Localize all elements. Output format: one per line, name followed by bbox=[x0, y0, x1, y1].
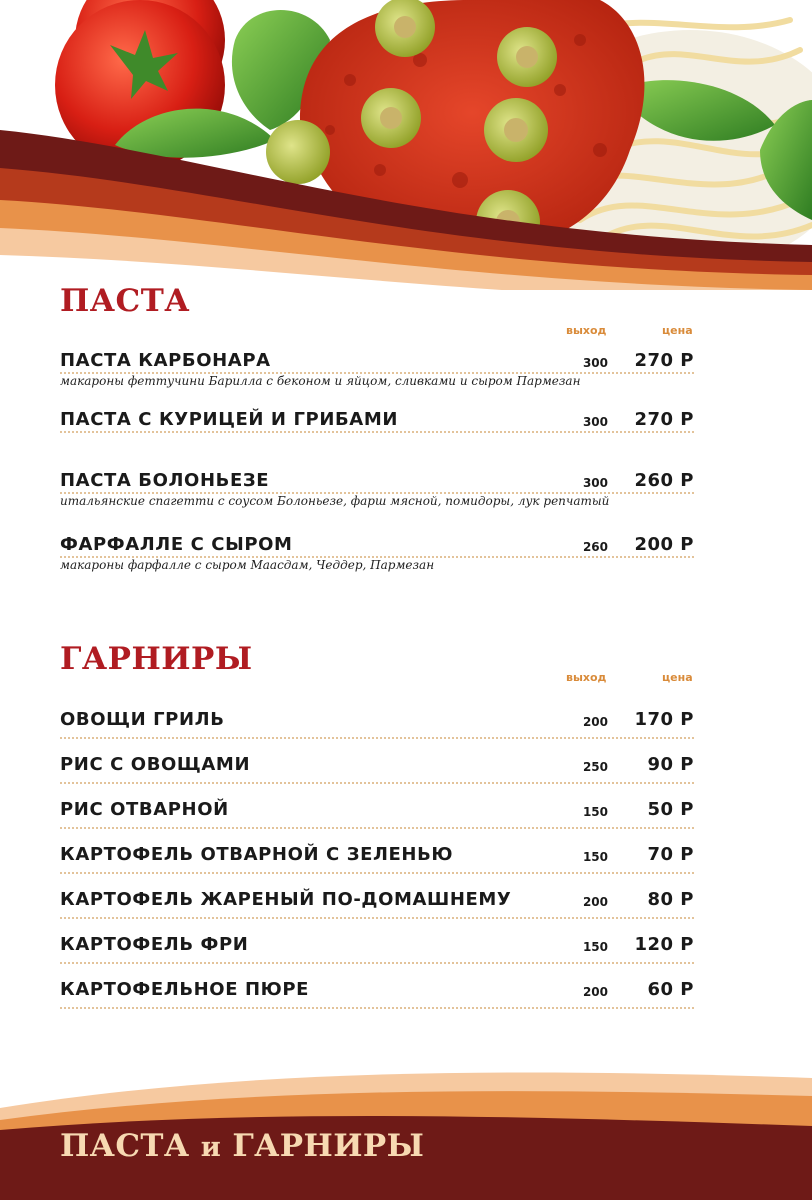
item-weight: 260 bbox=[582, 540, 608, 554]
dotted-leader bbox=[60, 872, 694, 874]
item-weight: 300 bbox=[582, 476, 608, 490]
menu-item bbox=[60, 889, 694, 919]
item-price: 120 Р bbox=[634, 934, 694, 955]
item-price: 80 Р bbox=[647, 889, 694, 910]
item-price: 50 Р bbox=[647, 799, 694, 820]
item-weight: 200 bbox=[582, 715, 608, 729]
item-name: КАРТОФЕЛЬ ЖАРЕНЫЙ ПО-ДОМАШНЕМУ bbox=[60, 889, 512, 910]
footer-title-part2: ГАРНИРЫ bbox=[232, 1128, 425, 1164]
item-weight: 300 bbox=[582, 356, 608, 370]
dotted-leader bbox=[60, 492, 694, 494]
dotted-leader bbox=[60, 962, 694, 964]
item-weight: 200 bbox=[582, 985, 608, 999]
item-description: макароны феттучини Барилла с беконом и яйцом, сливками и сыром Пармезан bbox=[60, 374, 581, 388]
item-price: 60 Р bbox=[647, 979, 694, 1000]
item-name: РИС ОТВАРНОЙ bbox=[60, 799, 229, 820]
item-name: ФАРФАЛЛЕ С СЫРОМ bbox=[60, 534, 293, 555]
menu-item bbox=[60, 799, 694, 829]
menu-item bbox=[60, 350, 694, 388]
item-name: ПАСТА БОЛОНЬЕЗЕ bbox=[60, 470, 270, 491]
menu-item bbox=[60, 709, 694, 739]
item-description: макароны фарфалле с сыром Маасдам, Чеддер, Пармезан bbox=[60, 558, 435, 572]
hero-food-illustration bbox=[0, 0, 812, 310]
item-name: ПАСТА КАРБОНАРА bbox=[60, 350, 271, 371]
item-price: 270 Р bbox=[634, 409, 694, 430]
item-weight: 250 bbox=[582, 760, 608, 774]
item-name: ПАСТА С КУРИЦЕЙ И ГРИБАМИ bbox=[60, 409, 399, 430]
item-weight: 150 bbox=[582, 850, 608, 864]
item-name: КАРТОФЕЛЬНОЕ ПЮРЕ bbox=[60, 979, 310, 1000]
menu-item bbox=[60, 844, 694, 874]
menu-item bbox=[60, 409, 694, 439]
item-price: 170 Р bbox=[634, 709, 694, 730]
dotted-leader bbox=[60, 917, 694, 919]
item-description: итальянские спагетти с соусом Болоньезе, фарш мясной, помидоры, лук репчатый bbox=[60, 494, 610, 508]
column-header-weight: выход bbox=[566, 324, 607, 337]
item-name: КАРТОФЕЛЬ ОТВАРНОЙ С ЗЕЛЕНЬЮ bbox=[60, 844, 454, 865]
column-header-weight: выход bbox=[566, 671, 607, 684]
menu-item bbox=[60, 534, 694, 572]
column-header-price: цена bbox=[662, 671, 693, 684]
menu-item bbox=[60, 470, 694, 508]
dotted-leader bbox=[60, 737, 694, 739]
menu-item bbox=[60, 934, 694, 964]
item-weight: 200 bbox=[582, 895, 608, 909]
item-price: 70 Р bbox=[647, 844, 694, 865]
item-price: 270 Р bbox=[634, 350, 694, 371]
item-weight: 150 bbox=[582, 805, 608, 819]
item-price: 200 Р bbox=[634, 534, 694, 555]
menu-item bbox=[60, 979, 694, 1009]
item-name: ОВОЩИ ГРИЛЬ bbox=[60, 709, 225, 730]
item-name: РИС С ОВОЩАМИ bbox=[60, 754, 251, 775]
dotted-leader bbox=[60, 556, 694, 558]
dotted-leader bbox=[60, 1007, 694, 1009]
item-weight: 300 bbox=[582, 415, 608, 429]
item-name: КАРТОФЕЛЬ ФРИ bbox=[60, 934, 249, 955]
item-weight: 150 bbox=[582, 940, 608, 954]
dotted-leader bbox=[60, 372, 694, 374]
section-title-pasta: ПАСТА bbox=[60, 283, 191, 319]
column-header-price: цена bbox=[662, 324, 693, 337]
section-title-sides: ГАРНИРЫ bbox=[60, 641, 253, 677]
footer-title-part1: ПАСТА bbox=[60, 1128, 190, 1164]
dotted-leader bbox=[60, 782, 694, 784]
item-price: 90 Р bbox=[647, 754, 694, 775]
footer-title-conj: и bbox=[200, 1132, 222, 1163]
footer-title bbox=[60, 1128, 424, 1164]
item-price: 260 Р bbox=[634, 470, 694, 491]
menu-item bbox=[60, 754, 694, 784]
dotted-leader bbox=[60, 827, 694, 829]
dotted-leader bbox=[60, 431, 694, 433]
